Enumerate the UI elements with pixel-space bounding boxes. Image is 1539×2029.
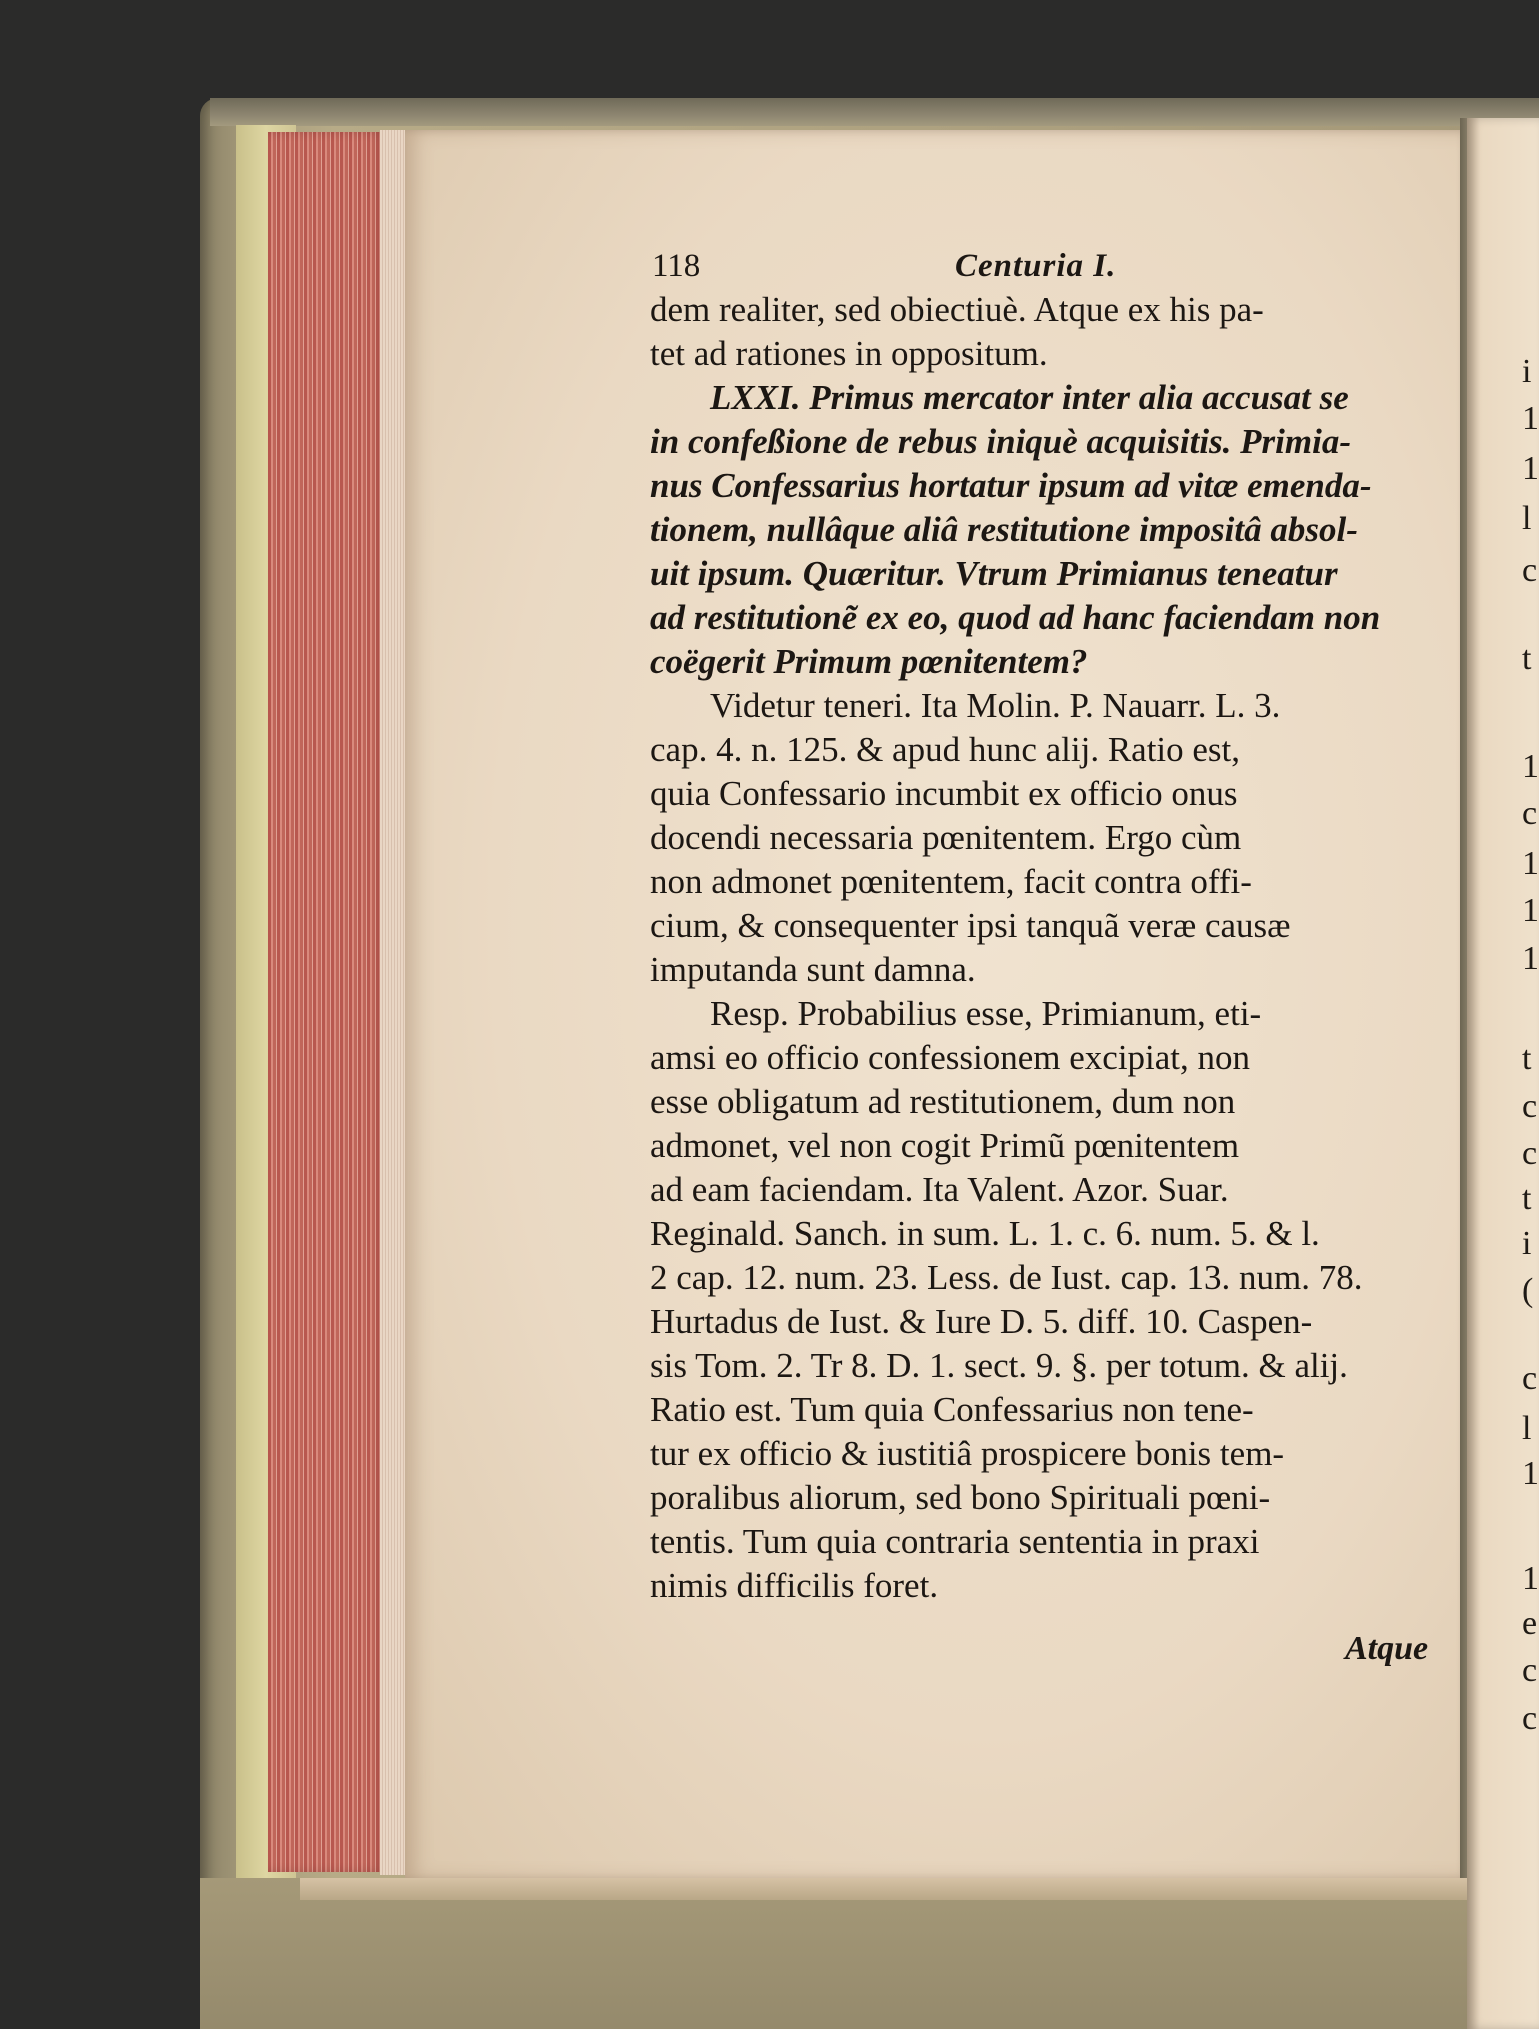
red-page-edges — [268, 132, 388, 1872]
right-page-glyph: 1 — [1522, 892, 1539, 929]
text-line: tionem, nullâque aliâ restitutione impositâ absol- — [650, 510, 1358, 549]
text-line: nimis difficilis foret. — [650, 1566, 939, 1605]
right-page-glyph: c — [1522, 1088, 1538, 1125]
right-page-glyph: 1 — [1522, 748, 1539, 785]
text-line: admonet, vel non cogit Primũ pœnitentem — [650, 1126, 1240, 1165]
right-page-glyph: l — [1522, 1410, 1532, 1447]
running-title: Centuria I. — [955, 248, 1117, 284]
right-page-glyph: i — [1522, 353, 1532, 390]
text-line: docendi necessaria pœnitentem. Ergo cùm — [650, 818, 1242, 857]
text-line: uit ipsum. Quæritur. Vtrum Primianus teneatur — [650, 554, 1338, 593]
text-line: tentis. Tum quia contraria sententia in praxi — [650, 1522, 1260, 1561]
right-page-glyph: t — [1522, 1040, 1532, 1077]
text-line: 2 cap. 12. num. 23. Less. de Iust. cap. 13. num. 78. — [650, 1258, 1363, 1297]
text-line: ad eam faciendam. Ita Valent. Azor. Suar. — [650, 1170, 1229, 1209]
text-line: Hurtadus de Iust. & Iure D. 5. diff. 10. Caspen- — [650, 1302, 1313, 1341]
text-line: nus Confessarius hortatur ipsum ad vitæ emenda- — [650, 466, 1372, 505]
running-head — [650, 244, 1440, 288]
right-page-glyph: 1 — [1522, 450, 1539, 487]
right-page-glyph: c — [1522, 1360, 1538, 1397]
text-line: cap. 4. n. 125. & apud hunc alij. Ratio est, — [650, 730, 1241, 769]
right-page-glyph: 1 — [1522, 400, 1539, 437]
right-page-glyph: t — [1522, 1180, 1532, 1217]
text-line: amsi eo officio confessionem excipiat, non — [650, 1038, 1251, 1077]
text-line: sis Tom. 2. Tr 8. D. 1. sect. 9. §. per totum. & alij. — [650, 1346, 1348, 1385]
text-line: cium, & consequenter ipsi tanquã veræ causæ — [650, 906, 1291, 945]
text-line: esse obligatum ad restitutionem, dum non — [650, 1082, 1236, 1121]
right-page-glyph: c — [1522, 1700, 1538, 1737]
right-page-glyph: c — [1522, 1652, 1538, 1689]
catchword: Atque — [1345, 1630, 1429, 1667]
right-page-glyph: t — [1522, 640, 1532, 677]
text-line: Videtur teneri. Ita Molin. P. Nauarr. L. 3. — [710, 686, 1281, 725]
text-line: quia Confessario incumbit ex officio onus — [650, 774, 1238, 813]
right-page-glyph: e — [1522, 1605, 1538, 1642]
text-line: ad restitutionẽ ex eo, quod ad hanc faciendam non — [650, 598, 1381, 637]
right-page-glyph: c — [1522, 795, 1538, 832]
text-line: tet ad rationes in oppositum. — [650, 334, 1048, 373]
text-line: LXXI. Primus mercator inter alia accusat se — [710, 378, 1349, 417]
text-line: tur ex officio & iustitiâ prospicere bonis tem- — [650, 1434, 1285, 1473]
bottom-cover — [200, 1878, 1467, 2029]
right-page-glyph: c — [1522, 552, 1538, 589]
text-line: poralibus aliorum, sed bono Spirituali pœni- — [650, 1478, 1271, 1517]
right-page-glyph: 1 — [1522, 1560, 1539, 1597]
right-page-glyph: i — [1522, 1225, 1532, 1262]
text-line: coëgerit Primum pœnitentem? — [650, 642, 1088, 681]
book-top-edge — [210, 98, 1539, 126]
right-page-glyph: 1 — [1522, 1455, 1539, 1492]
right-page-glyph: l — [1522, 500, 1532, 537]
page-number: 118 — [652, 248, 701, 284]
bottom-page-lip — [300, 1878, 1467, 1900]
right-page-glyph: ( — [1522, 1272, 1534, 1309]
text-line: Ratio est. Tum quia Confessarius non tene- — [650, 1390, 1254, 1429]
text-line: dem realiter, sed obiectiuè. Atque ex his pa- — [650, 290, 1264, 329]
text-line: Reginald. Sanch. in sum. L. 1. c. 6. num. 5. & l. — [650, 1214, 1320, 1253]
text-line: in confeßione de rebus iniquè acquisitis. Primia- — [650, 422, 1352, 461]
text-line: imputanda sunt damna. — [650, 950, 976, 989]
right-page-glyph: c — [1522, 1135, 1538, 1172]
right-page-glyph: 1 — [1522, 940, 1539, 977]
right-page-glyph: 1 — [1522, 845, 1539, 882]
text-line: non admonet pœnitentem, facit contra offi- — [650, 862, 1252, 901]
text-line: Resp. Probabilius esse, Primianum, eti- — [710, 994, 1262, 1033]
